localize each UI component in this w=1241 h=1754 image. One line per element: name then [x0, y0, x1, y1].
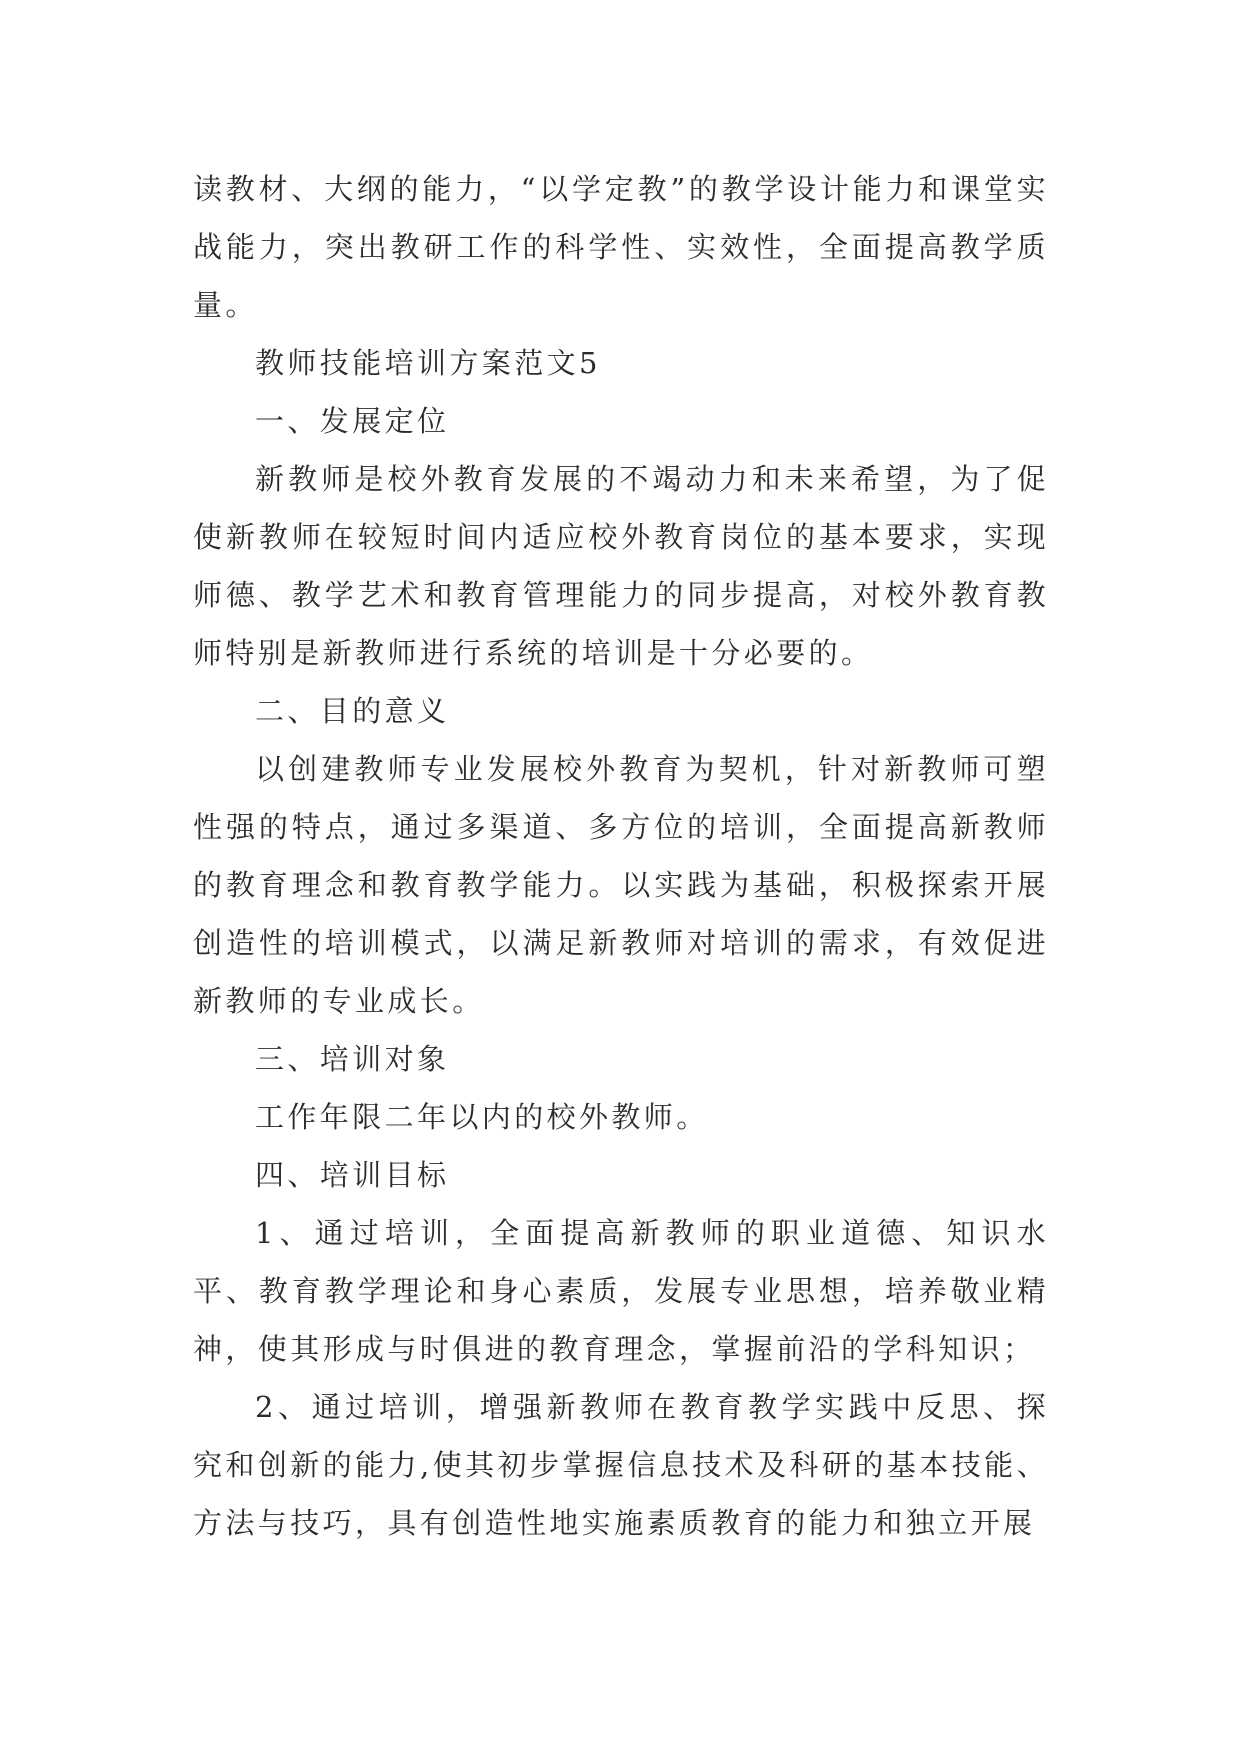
list-item-goal-1: 1、通过培训，全面提高新教师的职业道德、知识水平、教育教学理论和身心素质，发展专业思想，培养敬业精神，使其形成与时俱进的教育理念，掌握前沿的学科知识； — [193, 1216, 1049, 1366]
section-heading-3: 三、培训对象 — [255, 1042, 450, 1076]
paragraph-continuation: 读教材、大纲的能力，“以学定教”的教学设计能力和课堂实战能力，突出教研工作的科学性、实效性，全面提高教学质量。 — [193, 172, 1049, 322]
section-heading-1: 一、发展定位 — [255, 404, 450, 438]
section-heading-4: 四、培训目标 — [255, 1158, 450, 1192]
list-item-goal-2: 2、通过培训，增强新教师在教育教学实践中反思、探究和创新的能力,使其初步掌握信息技术及科研的基本技能、方法与技巧，具有创造性地实施素质教育的能力和独立开展 — [193, 1390, 1049, 1540]
section-heading-2: 二、目的意义 — [255, 694, 450, 728]
document-title: 教师技能培训方案范文5 — [255, 346, 601, 380]
paragraph-audience: 工作年限二年以内的校外教师。 — [255, 1100, 709, 1134]
paragraph-positioning: 新教师是校外教育发展的不竭动力和未来希望，为了促使新教师在较短时间内适应校外教育岗位的基本要求，实现师德、教学艺术和教育管理能力的同步提高，对校外教育教师特别是新教师进行系统的培训是十分必要的。 — [193, 462, 1049, 670]
document-body — [193, 160, 1049, 1552]
paragraph-purpose: 以创建教师专业发展校外教育为契机，针对新教师可塑性强的特点，通过多渠道、多方位的培训，全面提高新教师的教育理念和教育教学能力。以实践为基础，积极探索开展创造性的培训模式，以满足新教师对培训的需求，有效促进新教师的专业成长。 — [193, 752, 1049, 1018]
